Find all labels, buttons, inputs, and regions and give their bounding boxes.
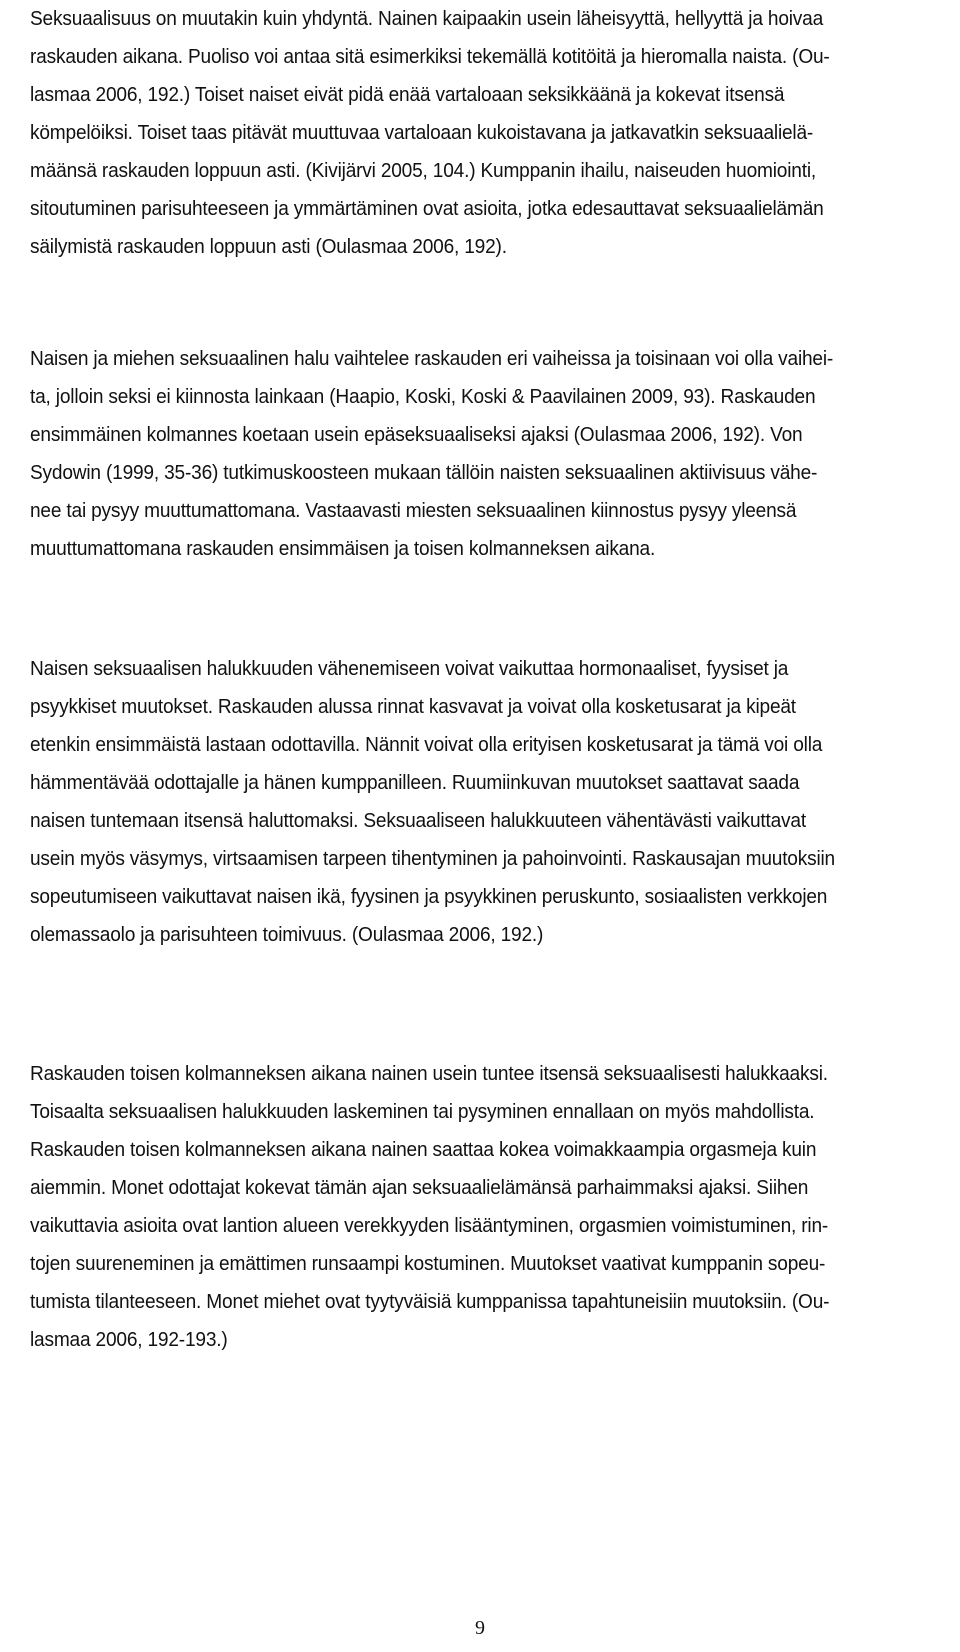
text-line: etenkin ensimmäistä lastaan odottavilla. Nännit voivat olla erityisen kosketusarat ja tämä voi olla — [30, 734, 823, 756]
text-line: tojen suureneminen ja emättimen runsaampi kostuminen. Muutokset vaativat kumppanin sopeu- — [30, 1253, 826, 1275]
text-line: lasmaa 2006, 192-193.) — [30, 1329, 228, 1351]
text-line: muuttumattomana raskauden ensimmäisen ja toisen kolmanneksen aikana. — [30, 538, 656, 560]
paragraph-3 — [30, 650, 870, 954]
text-line: nee tai pysyy muuttumattomana. Vastaavasti miesten seksuaalinen kiinnostus pysyy yleensä — [30, 500, 797, 522]
text-line: Raskauden toisen kolmanneksen aikana nainen saattaa kokea voimakkaampia orgasmeja kuin — [30, 1139, 817, 1161]
paragraph-4 — [30, 1055, 870, 1359]
text-line: kömpelöiksi. Toiset taas pitävät muuttuvaa vartaloaan kukoistavana ja jatkavatkin seksuaalielä- — [30, 122, 814, 144]
text-line: säilymistä raskauden loppuun asti (Oulasmaa 2006, 192). — [30, 236, 507, 258]
text-line: määnsä raskauden loppuun asti. (Kivijärvi 2005, 104.) Kumppanin ihailu, naiseuden huomiointi, — [30, 160, 816, 182]
text-line: tumista tilanteeseen. Monet miehet ovat tyytyväisiä kumppanissa tapahtuneisiin muutoksiin. (Ou- — [30, 1291, 830, 1313]
text-line: usein myös väsymys, virtsaamisen tarpeen tihentyminen ja pahoinvointi. Raskausajan muutoksiin — [30, 848, 836, 870]
paragraph-1 — [30, 0, 870, 266]
text-line: psyykkiset muutokset. Raskauden alussa rinnat kasvavat ja voivat olla kosketusarat ja kipeät — [30, 696, 796, 718]
text-line: ta, jolloin seksi ei kiinnosta lainkaan (Haapio, Koski, Koski & Paavilainen 2009, 93). Raskauden — [30, 386, 816, 408]
paragraph-2 — [30, 340, 870, 568]
text-line: raskauden aikana. Puoliso voi antaa sitä esimerkiksi tekemällä kotitöitä ja hieromalla naista. (Ou- — [30, 46, 830, 68]
text-line: lasmaa 2006, 192.) Toiset naiset eivät pidä enää vartaloaan seksikkäänä ja kokevat itsensä — [30, 84, 785, 106]
text-line: Seksuaalisuus on muutakin kuin yhdyntä. Nainen kaipaakin usein läheisyyttä, hellyyttä ja hoivaa — [30, 8, 824, 30]
text-line: Sydowin (1999, 35-36) tutkimuskoosteen mukaan tällöin naisten seksuaalinen aktiivisuus vähe- — [30, 462, 818, 484]
text-line: naisen tuntemaan itsensä haluttomaksi. Seksuaaliseen halukkuuteen vähentävästi vaikuttavat — [30, 810, 806, 832]
text-line: hämmentävää odottajalle ja hänen kumppanilleen. Ruumiinkuvan muutokset saattavat saada — [30, 772, 800, 794]
text-line: sitoutuminen parisuhteeseen ja ymmärtäminen ovat asioita, jotka edesauttavat seksuaalielämän — [30, 198, 824, 220]
text-line: Raskauden toisen kolmanneksen aikana nainen usein tuntee itsensä seksuaalisesti halukkaaksi. — [30, 1063, 828, 1085]
text-line: sopeutumiseen vaikuttavat naisen ikä, fyysinen ja psyykkinen peruskunto, sosiaalisten verkkojen — [30, 886, 828, 908]
text-line: Naisen ja miehen seksuaalinen halu vaihtelee raskauden eri vaiheissa ja toisinaan voi olla vaihei- — [30, 348, 834, 370]
page-number: 9 — [475, 1617, 485, 1639]
text-line: vaikuttavia asioita ovat lantion alueen verekkyyden lisääntyminen, orgasmien voimistuminen, rin- — [30, 1215, 829, 1237]
text-line: Toisaalta seksuaalisen halukkuuden laskeminen tai pysyminen ennallaan on myös mahdollista. — [30, 1101, 815, 1123]
text-line: ensimmäinen kolmannes koetaan usein epäseksuaaliseksi ajaksi (Oulasmaa 2006, 192). Von — [30, 424, 803, 446]
text-line: Naisen seksuaalisen halukkuuden vähenemiseen voivat vaikuttaa hormonaaliset, fyysiset ja — [30, 658, 789, 680]
text-line: olemassaolo ja parisuhteen toimivuus. (Oulasmaa 2006, 192.) — [30, 924, 544, 946]
text-line: aiemmin. Monet odottajat kokevat tämän ajan seksuaalielämänsä parhaimmaksi ajaksi. Siihen — [30, 1177, 809, 1199]
